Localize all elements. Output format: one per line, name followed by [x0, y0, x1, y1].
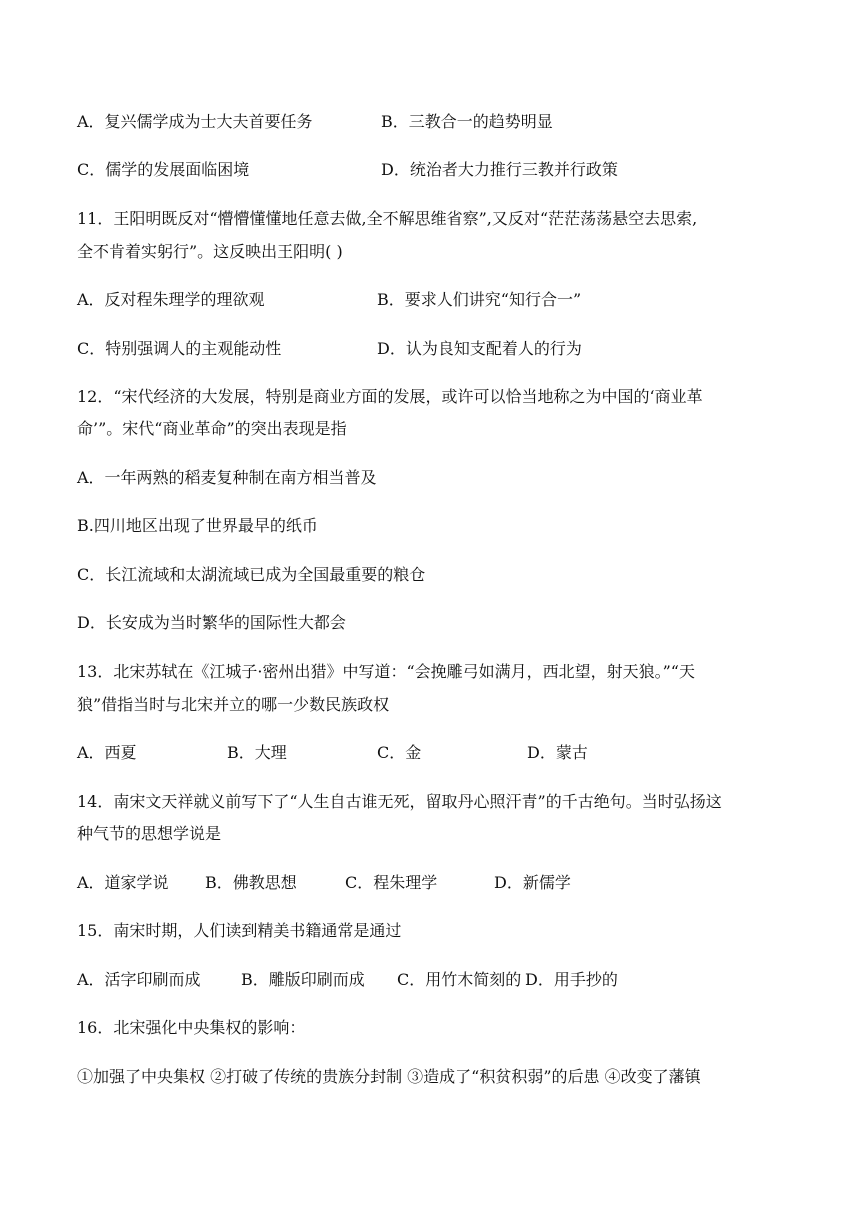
- q15-option-c: C．用竹木简刻的: [397, 970, 522, 989]
- q14-option-d: D．新儒学: [494, 873, 571, 892]
- q15-option-d: D．用手抄的: [525, 970, 618, 989]
- q11-stem-line2: 全不肯着实躬行”。这反映出王阳明( ): [77, 242, 343, 261]
- q15-option-a: A．活字印刷而成: [77, 970, 201, 989]
- q11-option-a: A．反对程朱理学的理欲观: [77, 290, 265, 309]
- q13-option-c: C．金: [377, 743, 422, 762]
- q13-option-d: D．蒙古: [527, 743, 588, 762]
- q16-items: ①加强了中央集权 ②打破了传统的贵族分封制 ③造成了“积贫积弱”的后患 ④改变了藩镇: [77, 1067, 701, 1086]
- q13-stem-line2: 狼”借指当时与北宋并立的哪一少数民族政权: [77, 695, 390, 714]
- q12-option-b: B.四川地区出现了世界最早的纸币: [77, 516, 318, 535]
- q16-stem: 16．北宋强化中央集权的影响：: [77, 1018, 306, 1037]
- q13-option-b: B．大理: [227, 743, 287, 762]
- q15-option-b: B．雕版印刷而成: [241, 970, 365, 989]
- q11-option-c: C．特别强调人的主观能动性: [77, 339, 282, 358]
- q11-stem-line1: 11．王阳明既反对“懵懵懂懂地任意去做,全不解思维省察”,又反对“茫茫荡荡悬空去思索,: [77, 209, 698, 228]
- q11-option-b: B．要求人们讲究“知行合一”: [377, 290, 582, 309]
- q13-stem-line1: 13．北宋苏轼在《江城子·密州出猎》中写道：“会挽雕弓如满月，西北望，射天狼。”“天: [77, 662, 695, 681]
- q12-option-c: C．长江流域和太湖流域已成为全国最重要的粮仓: [77, 565, 426, 584]
- q14-option-b: B．佛教思想: [205, 873, 297, 892]
- q15-stem: 15．南宋时期，人们读到精美书籍通常是通过: [77, 921, 402, 940]
- q13-option-a: A．西夏: [77, 743, 137, 762]
- q12-option-a: A．一年两熟的稻麦复种制在南方相当普及: [77, 468, 377, 487]
- q10-option-b: B．三教合一的趋势明显: [381, 112, 553, 131]
- q14-stem-line2: 种气节的思想学说是: [77, 824, 222, 843]
- q11-option-d: D．认为良知支配着人的行为: [377, 339, 582, 358]
- q10-option-a: A．复兴儒学成为士大夫首要任务: [77, 112, 313, 131]
- q14-option-c: C．程朱理学: [345, 873, 438, 892]
- q12-stem-line1: 12．“宋代经济的大发展，特别是商业方面的发展，或许可以恰当地称之为中国的‘商业革: [77, 387, 703, 406]
- q12-option-d: D．长安成为当时繁华的国际性大都会: [77, 613, 346, 632]
- q14-option-a: A．道家学说: [77, 873, 169, 892]
- q10-option-d: D．统治者大力推行三教并行政策: [381, 160, 618, 179]
- q10-option-c: C．儒学的发展面临困境: [77, 160, 250, 179]
- q14-stem-line1: 14．南宋文天祥就义前写下了“人生自古谁无死，留取丹心照汗青”的千古绝句。当时弘扬这: [77, 792, 722, 811]
- q12-stem-line2: 命’”。宋代“商业革命”的突出表现是指: [77, 419, 347, 438]
